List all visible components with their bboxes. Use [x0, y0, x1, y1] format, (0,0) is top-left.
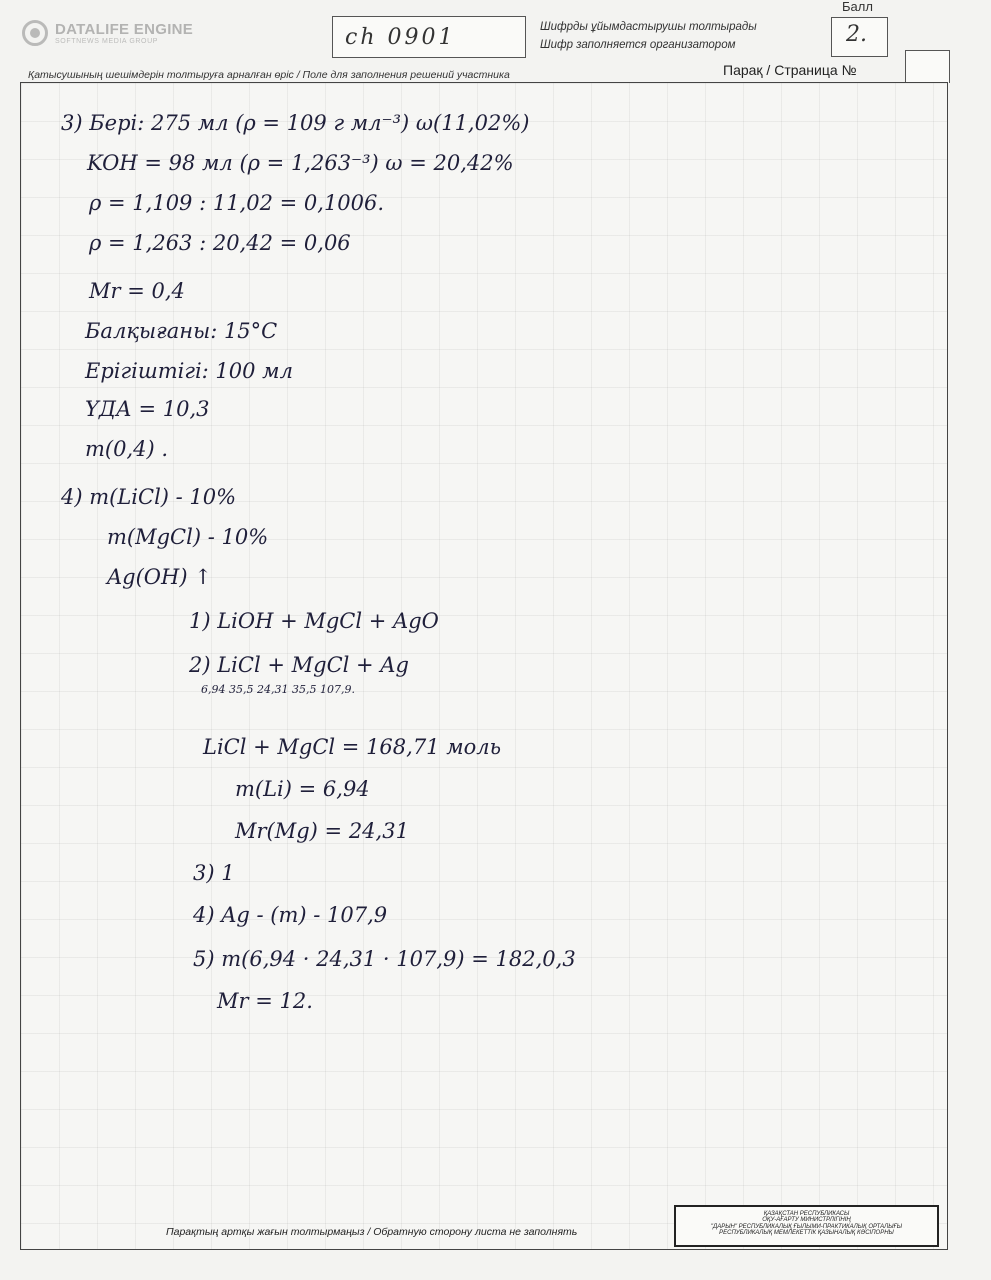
- solution-line: ρ = 1,109 : 11,02 = 0,1006.: [89, 191, 385, 215]
- watermark: [22, 20, 193, 46]
- footer-note: Парақтың артқы жағын толтырмаңыз / Обратную сторону листа не заполнять: [166, 1226, 578, 1238]
- solution-line: m(Li) = 6,94: [235, 777, 370, 801]
- solution-line: Балқығаны: 15°C: [85, 319, 278, 343]
- solution-line: m(MgCl) - 10%: [107, 525, 269, 549]
- participant-code: ch 0901: [345, 25, 456, 50]
- stamp-line: РЕСПУБЛИКАЛЫҚ МЕМЛЕКЕТТІК ҚАЗЫНАЛЫҚ КӘСІПОРНЫ: [719, 1229, 894, 1236]
- solution-line: m(0,4) .: [85, 437, 169, 461]
- solution-line: 3) Бері: 275 мл (ρ = 109 г мл⁻³) ω(11,02%): [61, 111, 530, 135]
- watermark-brand: DATALIFE ENGINE: [55, 20, 194, 38]
- score-label: Балл: [842, 0, 873, 14]
- stamp-line: ОҚУ-АҒАРТУ МИНИСТРЛІГІНІҢ: [762, 1217, 851, 1224]
- solution-line: Mr(Mg) = 24,31: [235, 819, 409, 843]
- solution-subscript: 6,94 35,5 24,31 35,5 107,9.: [201, 683, 355, 696]
- cipher-note-ru: Шифр заполняется организатором: [540, 39, 736, 51]
- watermark-logo-icon: [22, 20, 48, 46]
- page-number-label: Парақ / Страница №: [723, 62, 857, 78]
- score-box: [831, 17, 888, 57]
- solution-line: Mr = 12.: [217, 989, 313, 1013]
- solution-line: 4) Ag - (m) - 107,9: [193, 903, 388, 927]
- stamp-line: "ДАРЫН" РЕСПУБЛИКАЛЫҚ ҒЫЛЫМИ-ПРАКТИКАЛЫҚ ОРТАЛЫҒЫ: [710, 1223, 903, 1230]
- solution-line: Ерігіштігі: 100 мл: [85, 359, 293, 383]
- score-value: 2.: [846, 22, 867, 47]
- solution-line: 4) m(LiCl) - 10%: [61, 485, 237, 509]
- solution-line: ҮДА = 10,3: [85, 397, 210, 421]
- watermark-subtitle: SOFTNEWS MEDIA GROUP: [55, 37, 159, 45]
- solution-line: ρ = 1,263 : 20,42 = 0,06: [89, 231, 351, 255]
- stamp-line: ҚАЗАҚСТАН РЕСПУБЛИКАСЫ: [763, 1211, 850, 1217]
- solution-line: KOH = 98 мл (ρ = 1,263⁻³) ω = 20,42%: [87, 151, 514, 175]
- solution-line: 5) m(6,94 · 24,31 · 107,9) = 182,0,3: [193, 947, 576, 971]
- solution-line: Mr = 0,4: [89, 279, 185, 303]
- field-label: Қатысушының шешімдерін толтыруға арналған өріс / Поле для заполнения решений участника: [28, 69, 510, 81]
- solution-line: 3) 1: [193, 861, 235, 885]
- solution-line: Ag(OH) ↑: [107, 565, 212, 589]
- solution-line: 2) LiCl + MgCl + Ag: [189, 653, 409, 677]
- cipher-note-kz: Шифрды ұйымдастырушы толтырады: [540, 21, 757, 33]
- organization-stamp: [674, 1205, 939, 1247]
- cipher-note: [540, 18, 757, 54]
- solution-line: 1) LiOH + MgCl + AgO: [189, 609, 439, 633]
- solution-line: LiCl + MgCl = 168,71 моль: [203, 735, 502, 759]
- page-number-box: [905, 50, 950, 83]
- participant-code-box: [332, 16, 526, 58]
- answer-sheet: [20, 82, 948, 1250]
